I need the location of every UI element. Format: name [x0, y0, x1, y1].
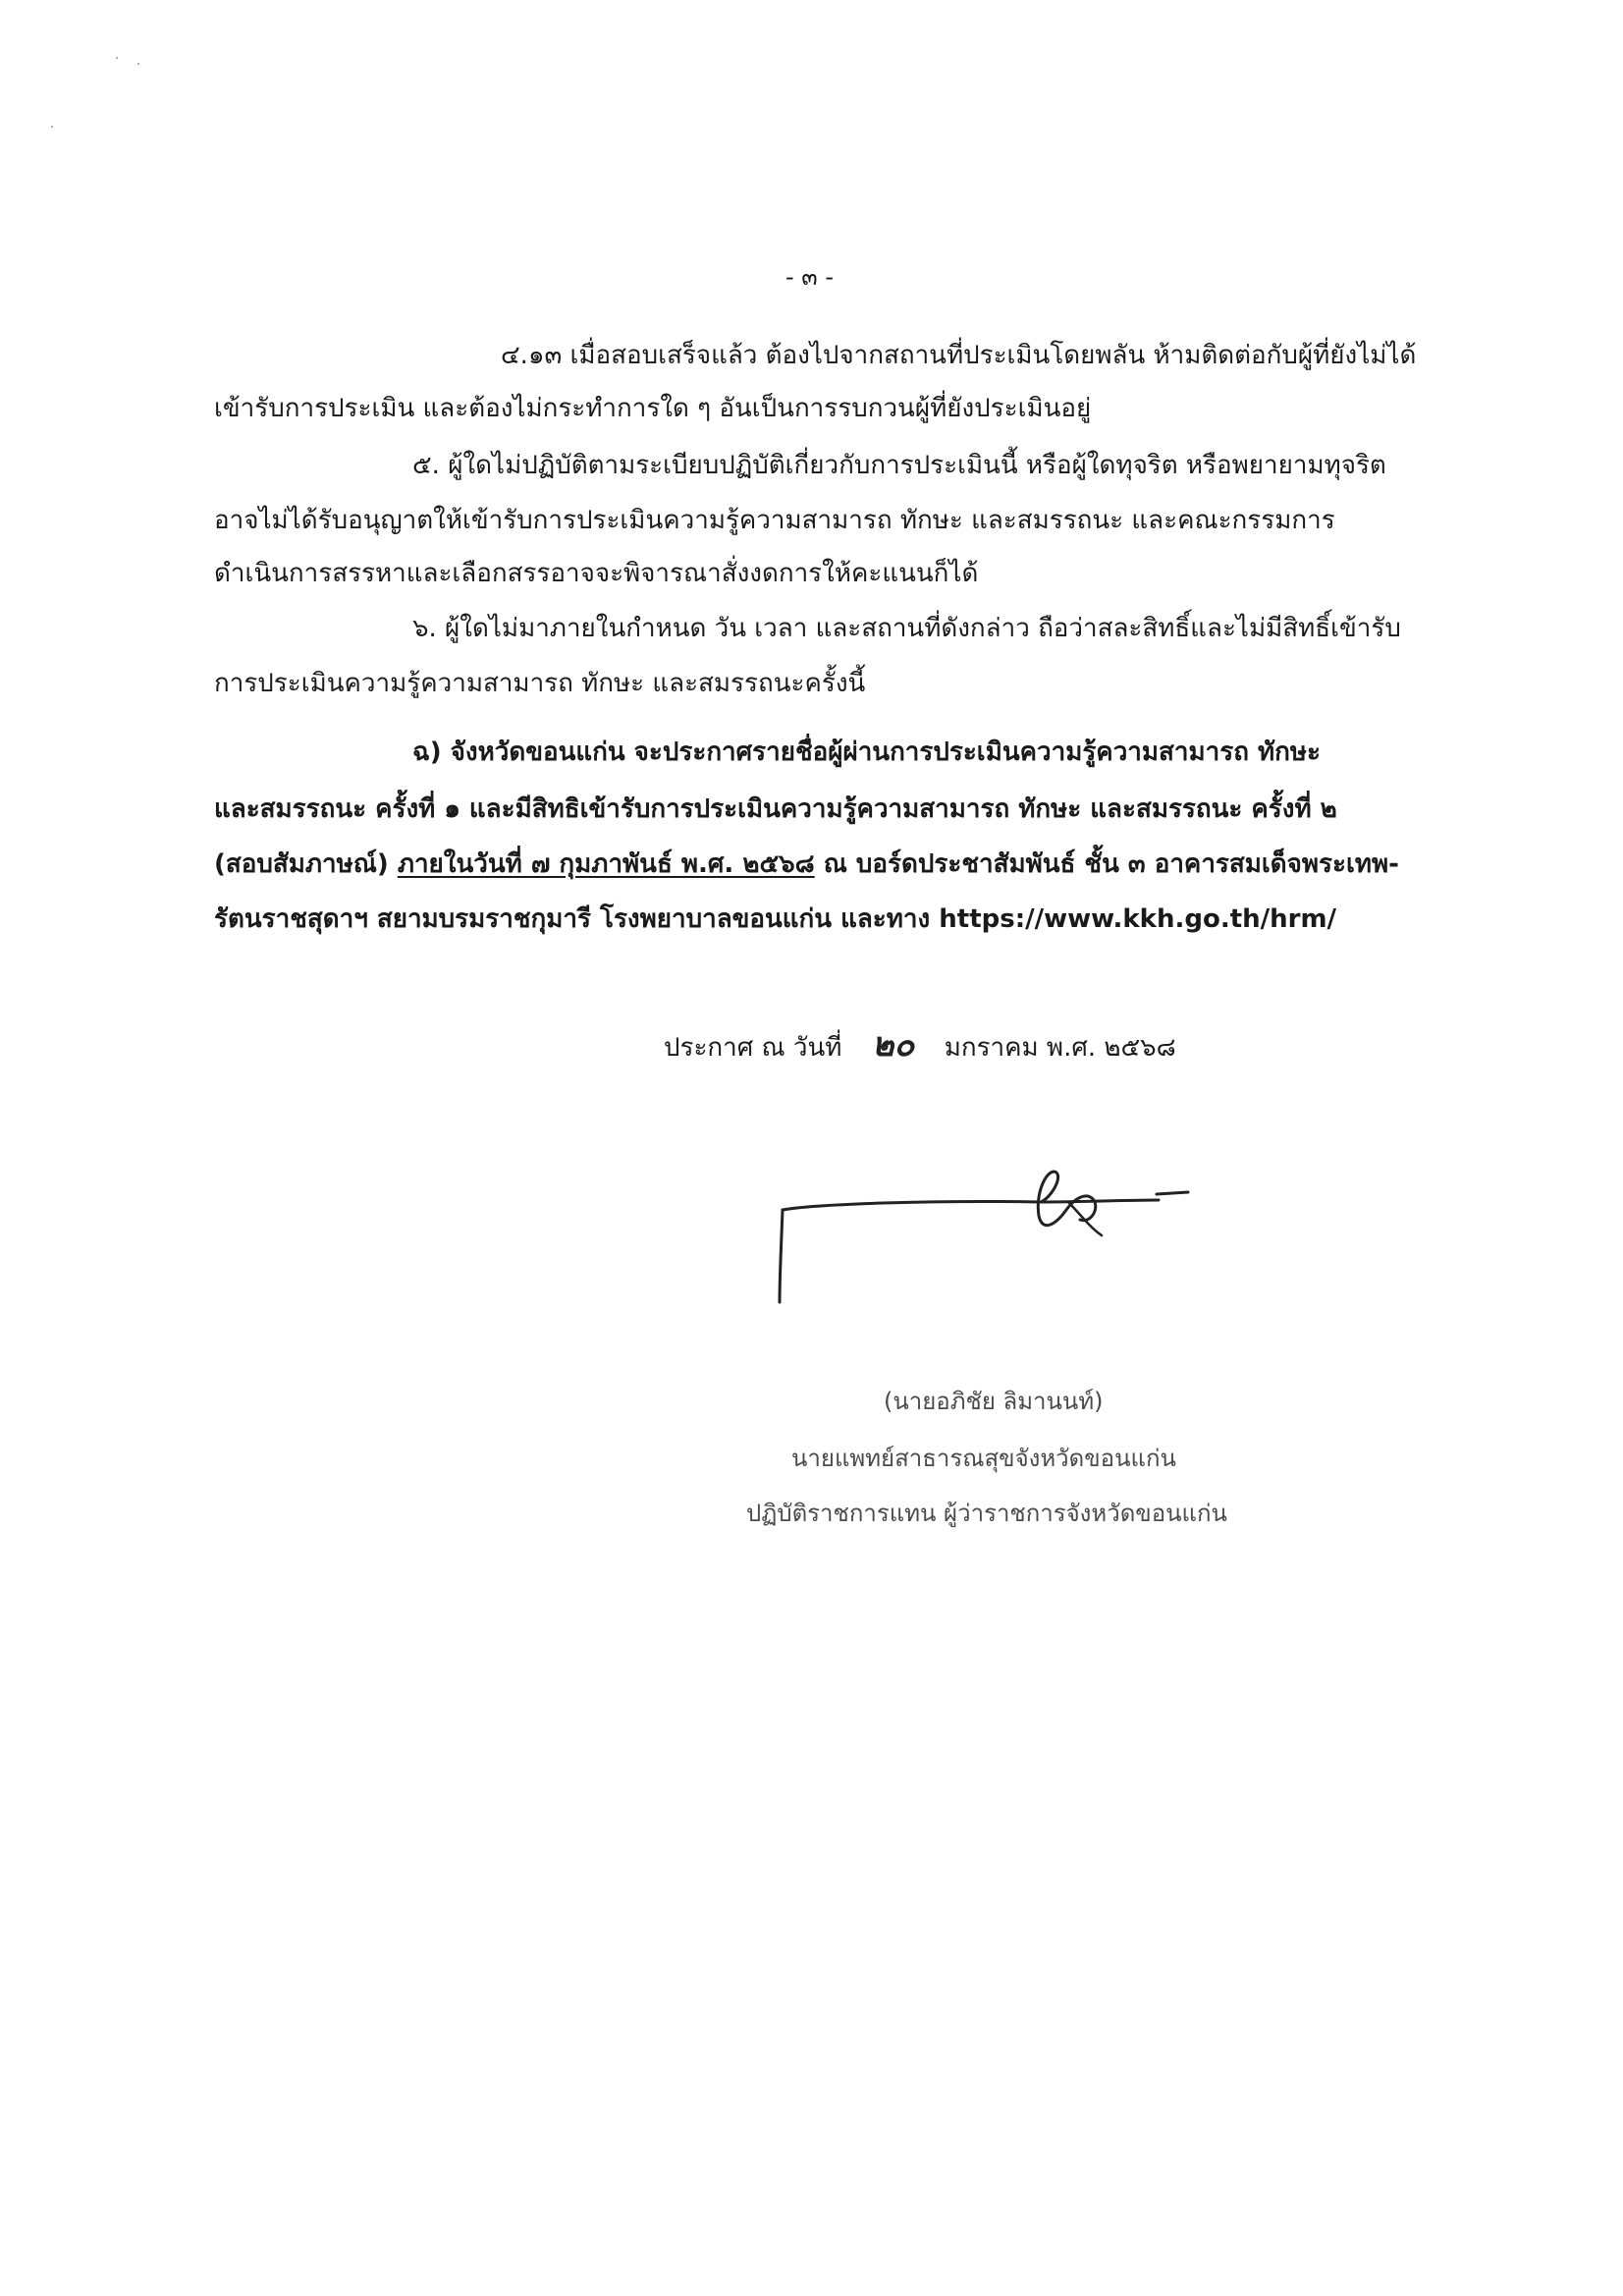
signatory-acting-position: ปฏิบัติราชการแทน ผู้ว่าราชการจังหวัดขอนแก่น [746, 1500, 1227, 1527]
paragraph-5-line-3: ดำเนินการสรรหาและเลือกสรรอาจจะพิจารณาสั่งงดการให้คะแนนก็ได้ [214, 559, 979, 588]
paragraph-5-line-2: อาจไม่ได้รับอนุญาตให้เข้ารับการประเมินความรู้ความสามารถ ทักษะ และสมรรถนะ และคณะกรรมการ [214, 506, 1335, 535]
section-cho-line-3 [214, 847, 1399, 882]
scan-speck [137, 63, 139, 65]
paragraph-6-line-1: ๖. ผู้ใดไม่มาภายในกำหนด วัน เวลา และสถานที่ดังกล่าว ถือว่าสละสิทธิ์และไม่มีสิทธิ์เข้ารับ [412, 614, 1401, 643]
signatory-name: (นายอภิชัย ลิมานนท์) [884, 1388, 1104, 1415]
signatory-position: นายแพทย์สาธารณสุขจังหวัดขอนแก่น [791, 1445, 1176, 1472]
scan-speck [51, 126, 53, 128]
section-cho-line-2: และสมรรถนะ ครั้งที่ ๑ และมีสิทธิเข้ารับการประเมินความรู้ความสามารถ ทักษะ และสมรรถนะ ครั้งที่ ๒ [214, 794, 1337, 824]
section-cho-line-3-end: ณ บอร์ดประชาสัมพันธ์ ชั้น ๓ อาคารสมเด็จพระเทพ- [814, 849, 1399, 879]
section-cho-line-3-start: (สอบสัมภาษณ์) [214, 849, 398, 879]
paragraph-5-line-1: ๕. ผู้ใดไม่ปฏิบัติตามระเบียบปฏิบัติเกี่ยวกับการประเมินนี้ หรือผู้ใดทุจริต หรือพยายามทุจริต [412, 451, 1386, 480]
paragraph-4-13-line-2: เข้ารับการประเมิน และต้องไม่กระทำการใด ๆ อันเป็นการรบกวนผู้ที่ยังประเมินอยู่ [214, 394, 1092, 423]
announcement-date-line [664, 1027, 1176, 1066]
paragraph-6-line-2: การประเมินความรู้ความสามารถ ทักษะ และสมรรถนะครั้งนี้ [214, 669, 866, 698]
announcement-suffix: มกราคม พ.ศ. ๒๕๖๘ [944, 1033, 1176, 1063]
announcement-prefix: ประกาศ ณ วันที่ [664, 1033, 842, 1063]
section-cho-line-1: ฉ) จังหวัดขอนแก่น จะประกาศรายชื่อผู้ผ่านการประเมินความรู้ความสามารถ ทักษะ [412, 738, 1321, 767]
deadline-date: ภายในวันที่ ๗ กุมภาพันธ์ พ.ศ. ๒๕๖๘ [397, 849, 815, 879]
page-number: - ๓ - [785, 263, 834, 291]
handwritten-day: ๒๐ [871, 1025, 915, 1065]
scan-speck [116, 57, 118, 59]
section-cho-line-4: รัตนราชสุดาฯ สยามบรมราชกุมารี โรงพยาบาลขอนแก่น และทาง https://www.kkh.go.th/hrm/ [214, 904, 1337, 934]
paragraph-4-13-line-1: ๔.๑๓ เมื่อสอบเสร็จแล้ว ต้องไปจากสถานที่ประเมินโดยพลัน ห้ามติดต่อกับผู้ที่ยังไม่ได้ [501, 341, 1417, 370]
handwritten-signature [756, 1159, 1208, 1316]
